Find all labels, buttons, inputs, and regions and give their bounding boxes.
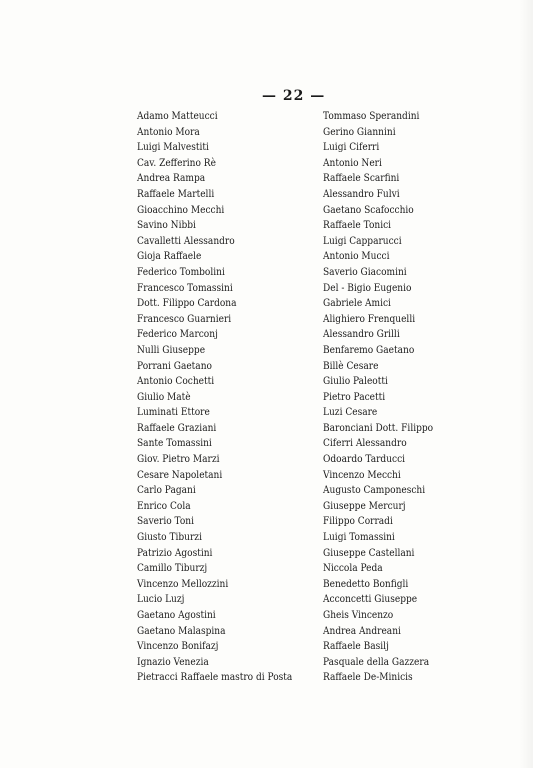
list-item: Raffaele Graziani [137,421,217,434]
list-item: Gaetano Agostini [137,609,216,621]
list-item: Benfaremo Gaetano [323,343,415,356]
names-list-left [137,109,318,686]
list-item: Gheis Vincenzo [323,609,394,621]
list-item: Vincenzo Mecchi [323,468,401,481]
list-item: Francesco Guarnieri [137,312,232,325]
list-item: Gioja Raffaele [137,250,202,263]
list-item: Antonio Cochetti [137,375,215,388]
list-item: Augusto Camponeschi [323,484,426,497]
list-item: Raffaele De-Minicis [323,671,413,684]
list-item: Luigi Malvestiti [137,141,209,154]
list-item: Giulio Paleotti [323,375,388,388]
list-item: Lucio Luzj [137,593,185,606]
list-item: Alessandro Grilli [323,328,400,341]
list-item: Antonio Mora [137,125,200,138]
list-item: Giov. Pietro Marzi [137,453,220,466]
list-item: Benedetto Bonfigli [323,577,409,590]
list-item: Gerino Giannini [323,125,396,138]
list-item: Filippo Corradi [323,515,393,528]
list-item: Enrico Cola [137,499,191,512]
list-item: Del - Bigio Eugenio [323,281,412,294]
list-item: Luigi Capparucci [323,234,402,247]
list-item: Niccola Peda [323,562,383,575]
list-item: Vincenzo Mellozzini [137,577,229,590]
list-item: Giulio Matè [137,390,191,403]
list-item: Cav. Zefferino Rè [137,156,216,169]
list-item: Tommaso Sperandini [323,110,420,122]
list-item: Savino Nibbi [137,219,196,232]
list-item: Andrea Andreani [323,624,401,637]
list-item: Federico Marconj [137,328,218,341]
list-item: Luzi Cesare [323,406,378,419]
list-item: Vincenzo Bonifazj [137,640,219,653]
list-item: Odoardo Tarducci [323,453,406,466]
list-item: Adamo Matteucci [137,110,218,122]
list-item: Giusto Tiburzi [137,531,202,544]
list-item: Alessandro Fulvi [323,187,400,200]
list-item: Porrani Gaetano [137,359,212,372]
list-item: Luminati Ettore [137,406,210,419]
names-list-right [323,109,451,686]
list-item: Raffaele Scarfini [323,172,400,185]
list-item: Raffaele Tonici [323,219,392,232]
list-item: Baronciani Dott. Filippo [323,421,434,434]
list-item: Raffaele Basilj [323,640,389,653]
list-item: Camillo Tiburzj [137,562,208,575]
list-item: Dott. Filippo Cardona [137,297,237,310]
list-item: Carlo Pagani [137,484,196,497]
list-item: Gaetano Scafocchio [323,203,414,216]
list-item: Giuseppe Castellani [323,546,415,559]
list-item: Gaetano Malaspina [137,624,226,637]
list-item: Billè Cesare [323,359,379,372]
list-item: Antonio Mucci [323,250,390,263]
list-item: Gioacchino Mecchi [137,203,225,216]
list-item: Cavalletti Alessandro [137,234,235,247]
list-item: Acconcetti Giuseppe [323,593,418,606]
list-item: Cesare Napoletani [137,468,223,481]
list-item: Pietracci Raffaele mastro di Posta [137,671,293,684]
list-item: Saverio Giacomini [323,265,407,278]
list-item: Federico Tombolini [137,265,225,278]
list-item: Antonio Neri [323,156,382,169]
list-item: Giuseppe Mercurj [323,499,406,512]
list-item: Patrizio Agostini [137,546,213,559]
list-item: Pasquale della Gazzera [323,655,430,668]
list-item: Francesco Tomassini [137,281,233,294]
list-item: Luigi Tomassini [323,531,395,544]
list-item: Sante Tomassini [137,437,212,450]
list-item: Ciferri Alessandro [323,437,407,450]
list-item: Pietro Pacetti [323,390,386,403]
page-number: — 22 — [262,88,326,104]
list-item: Nulli Giuseppe [137,343,206,356]
list-item: Luigi Ciferri [323,141,380,154]
list-item: Alighiero Frenquelli [323,312,416,325]
list-item: Gabriele Amici [323,297,391,310]
list-item: Ignazio Venezia [137,655,209,668]
page-edge-shadow [519,0,533,768]
list-item: Raffaele Martelli [137,187,215,200]
list-item: Saverio Toni [137,515,195,528]
list-item: Andrea Rampa [137,172,206,185]
